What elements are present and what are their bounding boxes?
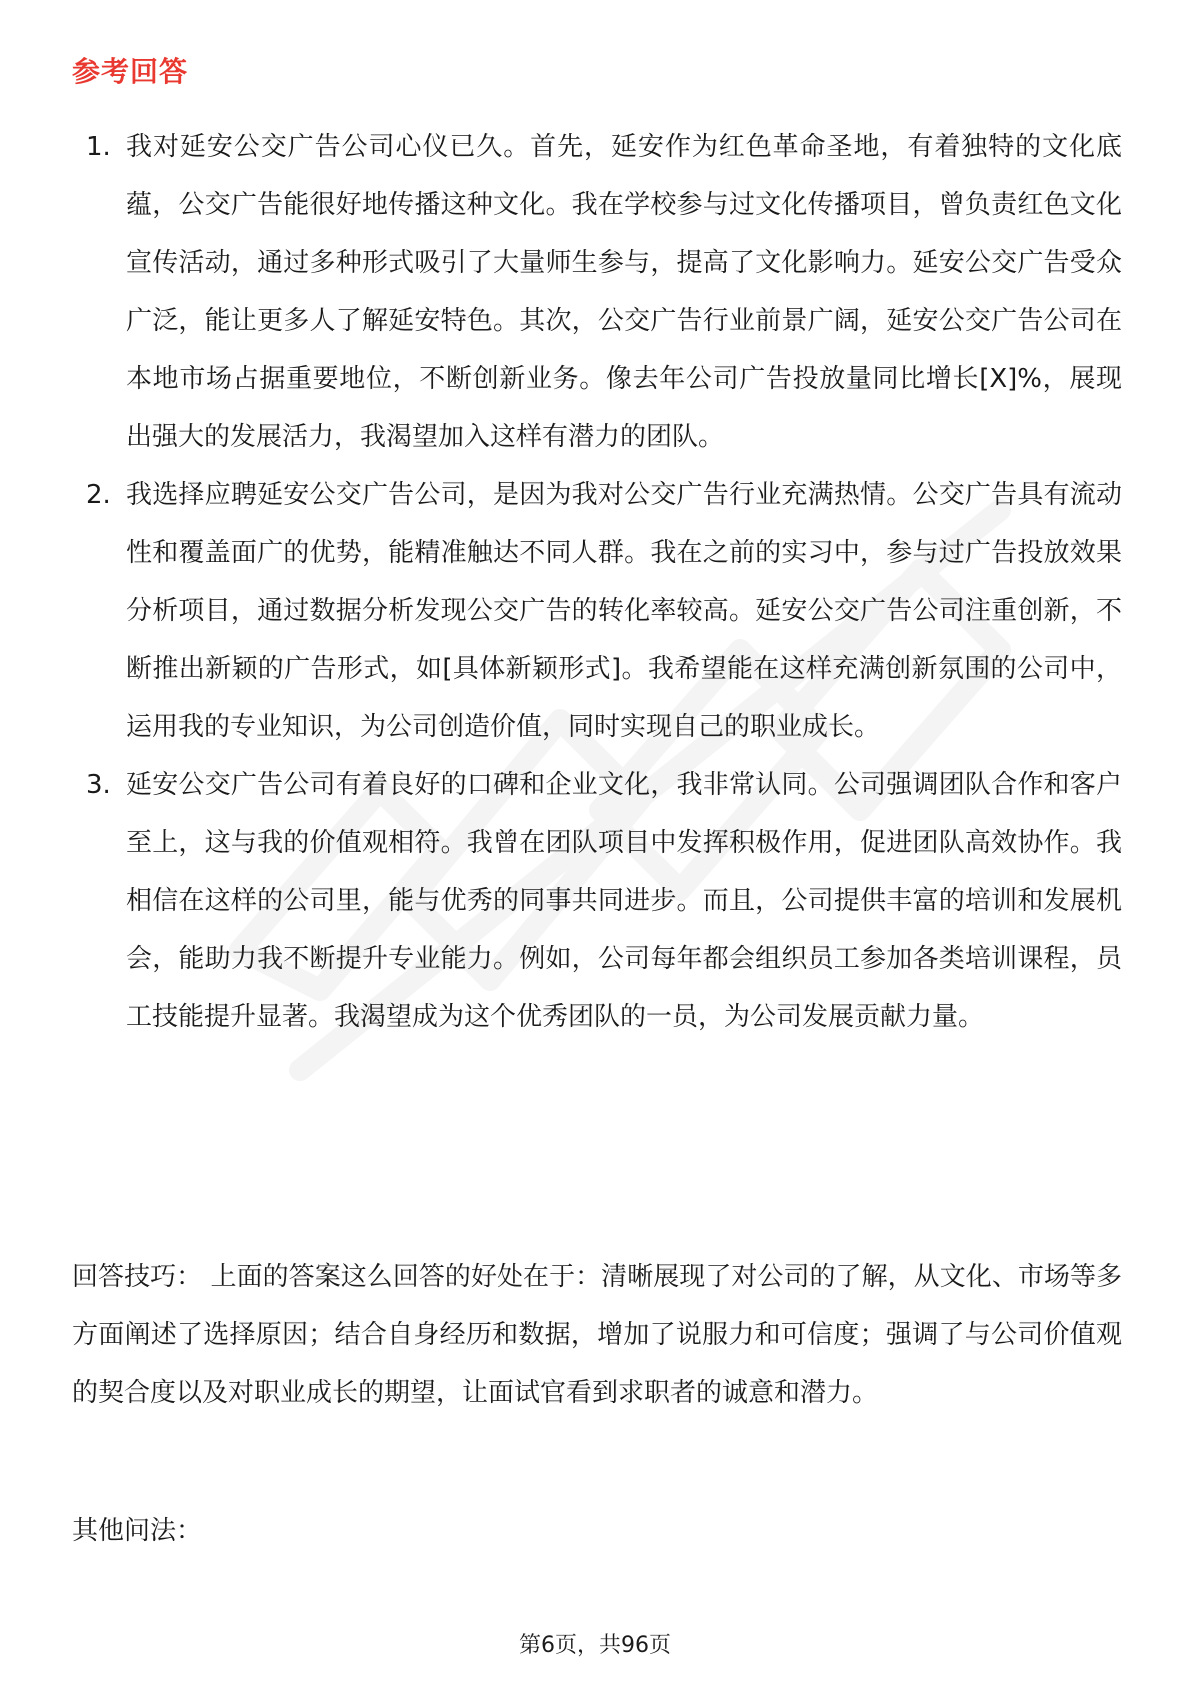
answer-number: 1.: [86, 132, 111, 162]
answer-number: 3.: [86, 770, 111, 800]
answer-list: [72, 118, 1122, 1046]
reference-answer-heading: 参考回答: [72, 55, 189, 88]
page-number: 第6页，共96页: [519, 1633, 671, 1658]
other-questions-label: 其他问法：: [72, 1516, 203, 1546]
answer-number: 2.: [86, 480, 111, 510]
answer-item-3: [72, 756, 1122, 1046]
answer-tips: 回答技巧： 上面的答案这么回答的好处在于：清晰展现了对公司的了解，从文化、市场等多方面阐述了选择原因；结合自身经历和数据，增加了说服力和可信度；强调了与公司价值观的契合度以及对职业成长的期望，让面试官看到求职者的诚意和潜力。: [72, 1262, 1122, 1408]
answer-text: 我对延安公交广告公司心仪已久。首先，延安作为红色革命圣地，有着独特的文化底蕴，公交广告能很好地传播这种文化。我在学校参与过文化传播项目，曾负责红色文化宣传活动，通过多种形式吸引了大量师生参与，提高了文化影响力。延安公交广告受众广泛，能让更多人了解延安特色。其次，公交广告行业前景广阔，延安公交广告公司在本地市场占据重要地位，不断创新业务。像去年公司广告投放量同比增长[X]%，展现出强大的发展活力，我渴望加入这样有潜力的团队。: [126, 132, 1122, 452]
answer-text: 延安公交广告公司有着良好的口碑和企业文化，我非常认同。公司强调团队合作和客户至上，这与我的价值观相符。我曾在团队项目中发挥积极作用，促进团队高效协作。我相信在这样的公司里，能与优秀的同事共同进步。而且，公司提供丰富的培训和发展机会，能助力我不断提升专业能力。例如，公司每年都会组织员工参加各类培训课程，员工技能提升显著。我渴望成为这个优秀团队的一员，为公司发展贡献力量。: [126, 770, 1122, 1032]
answer-item-2: [72, 466, 1122, 756]
answer-text: 我选择应聘延安公交广告公司，是因为我对公交广告行业充满热情。公交广告具有流动性和覆盖面广的优势，能精准触达不同人群。我在之前的实习中，参与过广告投放效果分析项目，通过数据分析发现公交广告的转化率较高。延安公交广告公司注重创新，不断推出新颖的广告形式，如[具体新颖形式]。我希望能在这样充满创新氛围的公司中，运用我的专业知识，为公司创造价值，同时实现自己的职业成长。: [126, 480, 1122, 742]
answer-item-1: [72, 118, 1122, 466]
